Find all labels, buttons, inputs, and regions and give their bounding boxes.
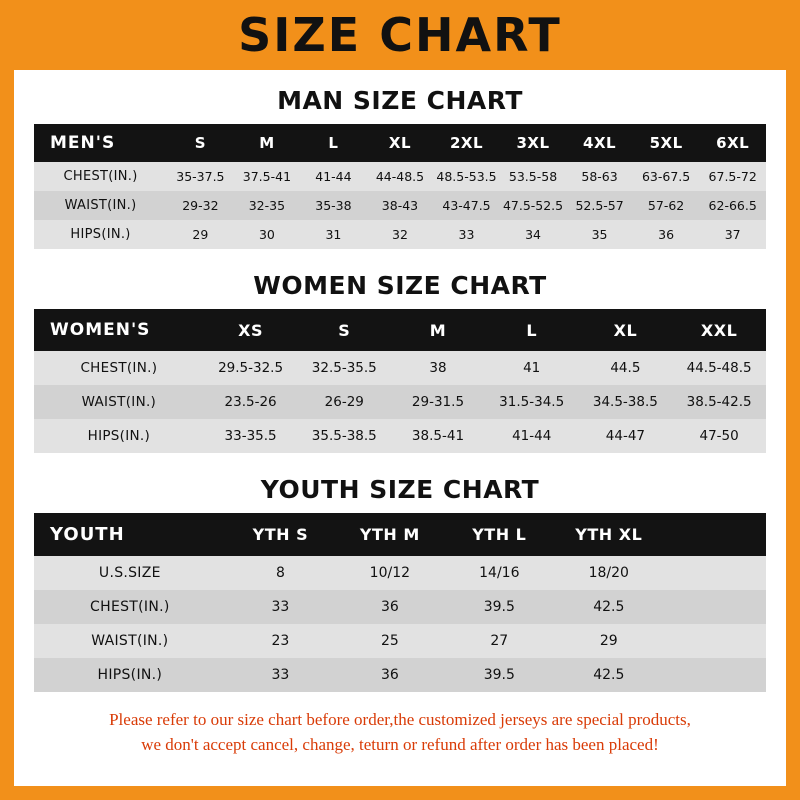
table-cell: 29 xyxy=(167,220,234,249)
table-cell: 35.5-38.5 xyxy=(297,419,391,453)
youth-table-body xyxy=(34,556,766,692)
table-cell: 25 xyxy=(335,624,444,658)
table-cell: 32 xyxy=(367,220,434,249)
youth-col-m: YTH M xyxy=(335,513,444,556)
table-cell-empty xyxy=(664,590,766,624)
women-waist-label: WAIST(IN.) xyxy=(34,385,204,419)
youth-waist-label: WAIST(IN.) xyxy=(34,624,226,658)
women-table-body xyxy=(34,351,766,453)
table-header-row xyxy=(34,309,766,351)
table-cell-empty xyxy=(664,624,766,658)
table-cell: 36 xyxy=(335,590,444,624)
youth-col-spacer xyxy=(664,513,766,556)
table-cell: 36 xyxy=(335,658,444,692)
table-header-row xyxy=(34,513,766,556)
table-row xyxy=(34,658,766,692)
men-chest-label: CHEST(IN.) xyxy=(34,162,167,191)
bottom-border-bar xyxy=(0,786,800,800)
section-title-men: MAN SIZE CHART xyxy=(277,86,523,115)
table-cell: 29-32 xyxy=(167,191,234,220)
table-row xyxy=(34,162,766,191)
section-title-youth: YOUTH SIZE CHART xyxy=(260,475,540,504)
table-row xyxy=(34,556,766,590)
table-cell: 58-63 xyxy=(566,162,633,191)
table-cell: 36 xyxy=(633,220,700,249)
table-cell: 10/12 xyxy=(335,556,444,590)
women-col-m: M xyxy=(391,309,485,351)
table-cell-empty xyxy=(664,658,766,692)
table-cell: 26-29 xyxy=(297,385,391,419)
table-header-row xyxy=(34,124,766,162)
table-cell: 37 xyxy=(699,220,766,249)
table-row xyxy=(34,351,766,385)
youth-hips-label: HIPS(IN.) xyxy=(34,658,226,692)
table-cell: 30 xyxy=(234,220,301,249)
table-cell: 38.5-41 xyxy=(391,419,485,453)
men-waist-label: WAIST(IN.) xyxy=(34,191,167,220)
table-row xyxy=(34,220,766,249)
women-col-xxl: XXL xyxy=(672,309,766,351)
table-cell: 33-35.5 xyxy=(204,419,298,453)
table-cell-empty xyxy=(664,556,766,590)
table-cell: 35-38 xyxy=(300,191,367,220)
men-col-2xl: 2XL xyxy=(433,124,500,162)
women-col-xl: XL xyxy=(579,309,673,351)
table-cell: 34 xyxy=(500,220,567,249)
women-col-s: S xyxy=(297,309,391,351)
youth-chest-label: CHEST(IN.) xyxy=(34,590,226,624)
table-cell: 57-62 xyxy=(633,191,700,220)
men-col-5xl: 5XL xyxy=(633,124,700,162)
table-cell: 39.5 xyxy=(445,658,554,692)
men-col-xl: XL xyxy=(367,124,434,162)
table-cell: 23.5-26 xyxy=(204,385,298,419)
women-row-header: WOMEN'S xyxy=(34,309,204,351)
men-size-table xyxy=(34,124,766,249)
men-col-l: L xyxy=(300,124,367,162)
table-cell: 32.5-35.5 xyxy=(297,351,391,385)
footer-note xyxy=(34,708,766,757)
table-cell: 8 xyxy=(226,556,335,590)
women-chest-label: CHEST(IN.) xyxy=(34,351,204,385)
women-col-l: L xyxy=(485,309,579,351)
table-cell: 44.5-48.5 xyxy=(672,351,766,385)
table-cell: 33 xyxy=(433,220,500,249)
table-cell: 62-66.5 xyxy=(699,191,766,220)
table-cell: 37.5-41 xyxy=(234,162,301,191)
table-cell: 41 xyxy=(485,351,579,385)
table-cell: 27 xyxy=(445,624,554,658)
table-row xyxy=(34,624,766,658)
men-col-s: S xyxy=(167,124,234,162)
table-cell: 14/16 xyxy=(445,556,554,590)
women-col-xs: XS xyxy=(204,309,298,351)
men-col-m: M xyxy=(234,124,301,162)
table-cell: 33 xyxy=(226,658,335,692)
table-cell: 53.5-58 xyxy=(500,162,567,191)
section-title-women: WOMEN SIZE CHART xyxy=(253,271,547,300)
table-row xyxy=(34,590,766,624)
table-cell: 47.5-52.5 xyxy=(500,191,567,220)
table-cell: 44-48.5 xyxy=(367,162,434,191)
table-cell: 29-31.5 xyxy=(391,385,485,419)
women-table-head xyxy=(34,309,766,351)
men-hips-label: HIPS(IN.) xyxy=(34,220,167,249)
men-col-6xl: 6XL xyxy=(699,124,766,162)
footer-note-line1: Please refer to our size chart before order,the customized jerseys are special products, xyxy=(109,710,691,729)
page-title: SIZE CHART xyxy=(238,8,562,62)
youth-col-xl: YTH XL xyxy=(554,513,664,556)
table-cell: 48.5-53.5 xyxy=(433,162,500,191)
table-cell: 35 xyxy=(566,220,633,249)
table-cell: 43-47.5 xyxy=(433,191,500,220)
table-cell: 35-37.5 xyxy=(167,162,234,191)
table-cell: 29 xyxy=(554,624,664,658)
content-area xyxy=(14,86,786,757)
table-cell: 44.5 xyxy=(579,351,673,385)
table-cell: 31 xyxy=(300,220,367,249)
table-cell: 33 xyxy=(226,590,335,624)
men-table-head xyxy=(34,124,766,162)
footer-note-line2: we don't accept cancel, change, teturn or refund after order has been placed! xyxy=(141,734,659,754)
table-cell: 38.5-42.5 xyxy=(672,385,766,419)
table-cell: 41-44 xyxy=(300,162,367,191)
table-cell: 63-67.5 xyxy=(633,162,700,191)
table-cell: 23 xyxy=(226,624,335,658)
women-hips-label: HIPS(IN.) xyxy=(34,419,204,453)
youth-table-head xyxy=(34,513,766,556)
table-cell: 29.5-32.5 xyxy=(204,351,298,385)
table-cell: 47-50 xyxy=(672,419,766,453)
table-cell: 67.5-72 xyxy=(699,162,766,191)
table-cell: 38 xyxy=(391,351,485,385)
table-cell: 39.5 xyxy=(445,590,554,624)
table-cell: 18/20 xyxy=(554,556,664,590)
youth-size-table xyxy=(34,513,766,692)
table-cell: 38-43 xyxy=(367,191,434,220)
table-row xyxy=(34,385,766,419)
table-cell: 42.5 xyxy=(554,590,664,624)
header-banner xyxy=(0,0,800,70)
men-col-4xl: 4XL xyxy=(566,124,633,162)
women-size-table xyxy=(34,309,766,453)
youth-ussize-label: U.S.SIZE xyxy=(34,556,226,590)
table-cell: 31.5-34.5 xyxy=(485,385,579,419)
table-row xyxy=(34,419,766,453)
table-row xyxy=(34,191,766,220)
table-cell: 52.5-57 xyxy=(566,191,633,220)
men-row-header: MEN'S xyxy=(34,124,167,162)
men-table-body xyxy=(34,162,766,249)
table-cell: 41-44 xyxy=(485,419,579,453)
youth-col-s: YTH S xyxy=(226,513,335,556)
men-col-3xl: 3XL xyxy=(500,124,567,162)
table-cell: 42.5 xyxy=(554,658,664,692)
table-cell: 44-47 xyxy=(579,419,673,453)
table-cell: 34.5-38.5 xyxy=(579,385,673,419)
youth-col-l: YTH L xyxy=(445,513,554,556)
youth-row-header: YOUTH xyxy=(34,513,226,556)
table-cell: 32-35 xyxy=(234,191,301,220)
